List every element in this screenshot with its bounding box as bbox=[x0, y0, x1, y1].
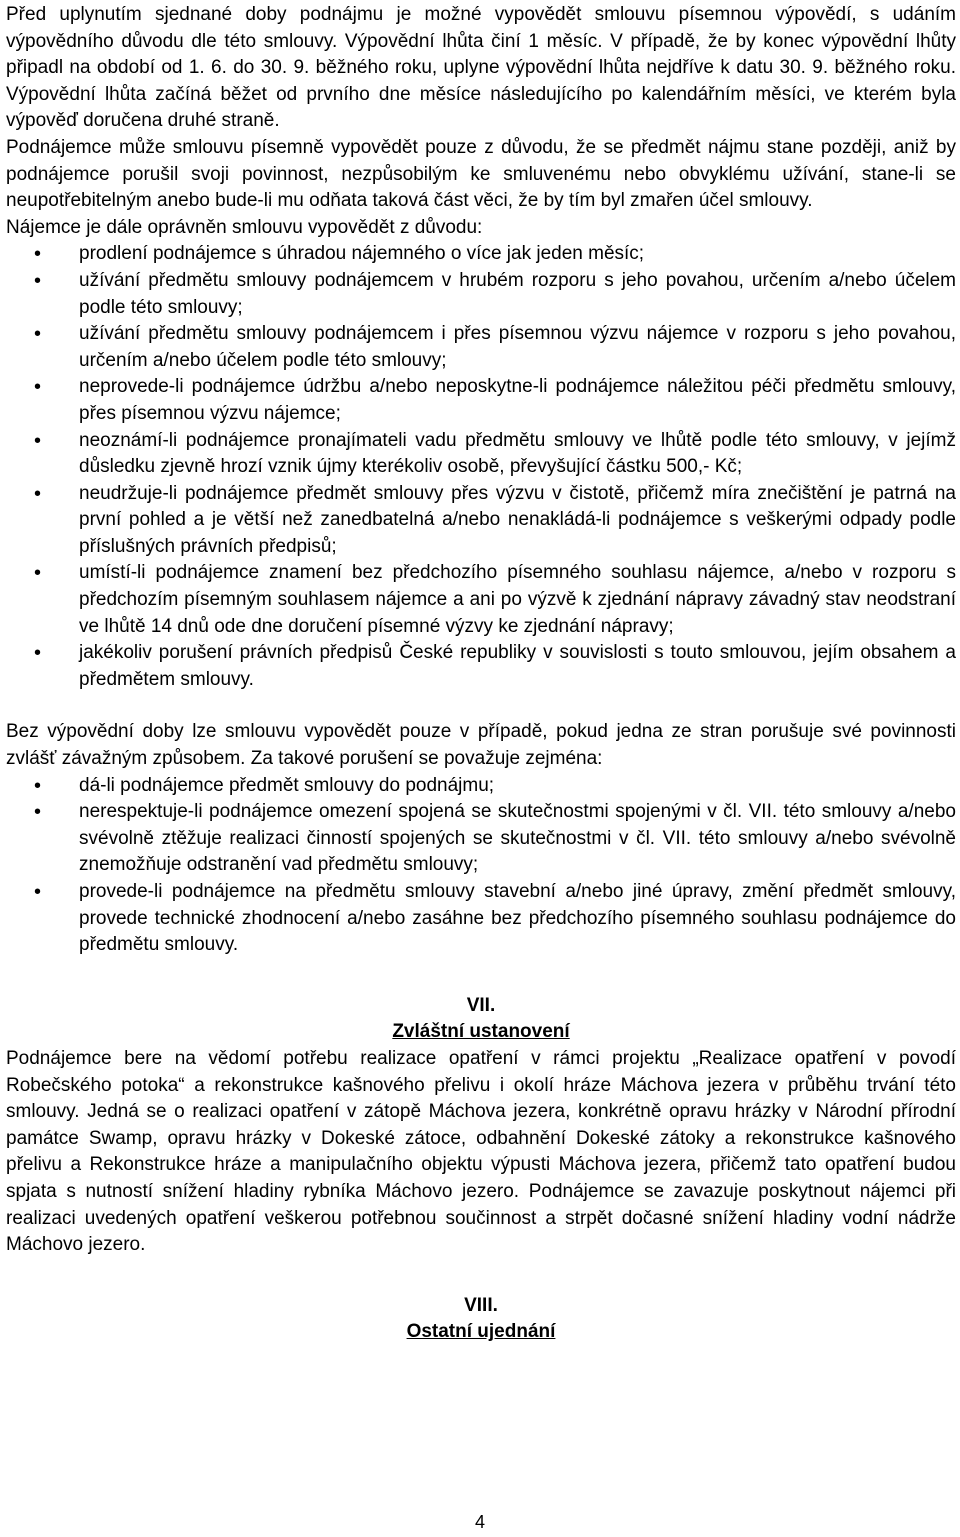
termination-reasons-list bbox=[6, 241, 956, 693]
spacer bbox=[6, 693, 956, 719]
list-item: • neprovede-li podnájemce údržbu a/nebo neposkytne-li podnájemce náležitou péči předmětu smlouvy, přes písemnou výzvu nájemce; bbox=[6, 374, 956, 427]
page-number: 4 bbox=[474, 1512, 485, 1532]
list-item: • užívání předmětu smlouvy podnájemcem i přes písemnou výzvu nájemce v rozporu s jeho povahou, určením a/nebo účelem podle této smlouvy; bbox=[6, 321, 956, 374]
paragraph-notice-period: Před uplynutím sjednané doby podnájmu je možné vypovědět smlouvu písemnou výpovědí, s udáním výpovědního důvodu dle této smlouvy. Výpovědní lhůta činí 1 měsíc. V případě, že by konec výpovědní lhůty připadl na období od 1. 6. do 30. 9. běžného roku, uplyne výpovědní lhůta nejdříve k datu 30. 9. běžného roku. Výpovědní lhůta začíná běžet od prvního dne měsíce následujícího po kalendářním měsíci, ve kterém byla výpověď doručena druhé straně. bbox=[6, 4, 956, 132]
section-title: Zvláštní ustanovení bbox=[392, 1021, 570, 1043]
paragraph-tenant-termination-intro: Nájemce je dále oprávněn smlouvu vypovědět z důvodu: bbox=[6, 216, 483, 238]
list-item: • dá-li podnájemce předmět smlouvy do podnájmu; bbox=[6, 773, 956, 800]
section-number: VII. bbox=[466, 994, 496, 1016]
section-number: VIII. bbox=[464, 1294, 498, 1316]
list-item: • užívání předmětu smlouvy podnájemcem v hrubém rozporu s jeho povahou, určením a/nebo účelem podle této smlouvy; bbox=[6, 268, 956, 321]
document-page bbox=[6, 0, 956, 1346]
serious-breach-list bbox=[6, 773, 956, 959]
spacer bbox=[6, 1259, 956, 1293]
list-item: • umístí-li podnájemce znamení bez předchozího písemného souhlasu nájemce, a/nebo v rozporu s předchozím písemným souhlasem nájemce a ani po výzvě k zjednání nápravy závadný stav neodstraní ve lhůtě 14 dnů ode dne doručení písemné výzvy ke zjednání nápravy; bbox=[6, 560, 956, 640]
list-item: • provede-li podnájemce na předmětu smlouvy stavební a/nebo jiné úpravy, změní předmět smlouvy, provede technické zhodnocení a/nebo zasáhne bez předchozího písemného souhlasu podnájemce do předmětu smlouvy. bbox=[6, 879, 956, 959]
list-item: • neoznámí-li podnájemce pronajímateli vadu předmětu smlouvy ve lhůtě podle této smlouvy, v jejímž důsledku zjevně hrozí vznik újmy kterékoliv osobě, převyšující částku 500,- Kč; bbox=[6, 428, 956, 481]
spacer bbox=[6, 959, 956, 993]
section-title: Ostatní ujednání bbox=[406, 1321, 556, 1343]
paragraph-immediate-termination: Bez výpovědní doby lze smlouvu vypovědět pouze v případě, pokud jedna ze stran porušuje své povinnosti zvlášť závažným způsobem. Za takové porušení se považuje zejména: bbox=[6, 721, 956, 770]
list-item: • prodlení podnájemce s úhradou nájemného o více jak jeden měsíc; bbox=[6, 241, 956, 268]
paragraph-subtenant-termination: Podnájemce může smlouvu písemně vypovědět pouze z důvodu, že se předmět nájmu stane později, aniž by podnájemce porušil svoji povinnost, nezpůsobilým ke smluvenému nebo obvyklému užívání, stane-li se neupotřebitelným anebo bude-li mu odňata taková část věci, že by tím byl zmařen účel smlouvy. bbox=[6, 136, 956, 212]
paragraph-project-measures: Podnájemce bere na vědomí potřebu realizace opatření v rámci projektu „Realizace opatření v povodí Robečského potoka“ a rekonstrukce kašnového přelivu i okolí hráze Máchova jezera v průběhu trvání této smlouvy. Jedná se o realizaci opatření v zátopě Máchova jezera, konkrétně opravu hrázky v Národní přírodní památce Swamp, opravu hrázky v Dokeské zátoce, odbahnění Dokeské zátoky a rekonstrukce kašnového přelivu a Rekonstrukce hráze a manipulačního objektu výpusti Máchova jezera, přičemž tato opatření budou spjata s nutností snížení hladiny rybníka Máchovo jezero. Podnájemce se zavazuje poskytnout nájemci při realizaci uvedených opatření veškerou potřebnou součinnost a strpět dočasné snížení hladiny vodní nádrže Máchovo jezero. bbox=[6, 1047, 956, 1256]
list-item: • neudržuje-li podnájemce předmět smlouvy přes výzvu v čistotě, přičemž míra znečištění je patrná na první pohled a je větší než zanedbatelná a/nebo nenakládá-li podnájemce s veškerými odpady podle příslušných právních předpisů; bbox=[6, 481, 956, 561]
list-item: • jakékoliv porušení právních předpisů České republiky v souvislosti s touto smlouvou, jejím obsahem a předmětem smlouvy. bbox=[6, 640, 956, 693]
list-item: • nerespektuje-li podnájemce omezení spojená se skutečnostmi spojenými v čl. VII. této smlouvy a/nebo svévolně ztěžuje realizaci činností spojených se skutečnostmi v čl. VII. této smlouvy a/nebo svévolně znemožňuje odstranění vad předmětu smlouvy; bbox=[6, 799, 956, 879]
